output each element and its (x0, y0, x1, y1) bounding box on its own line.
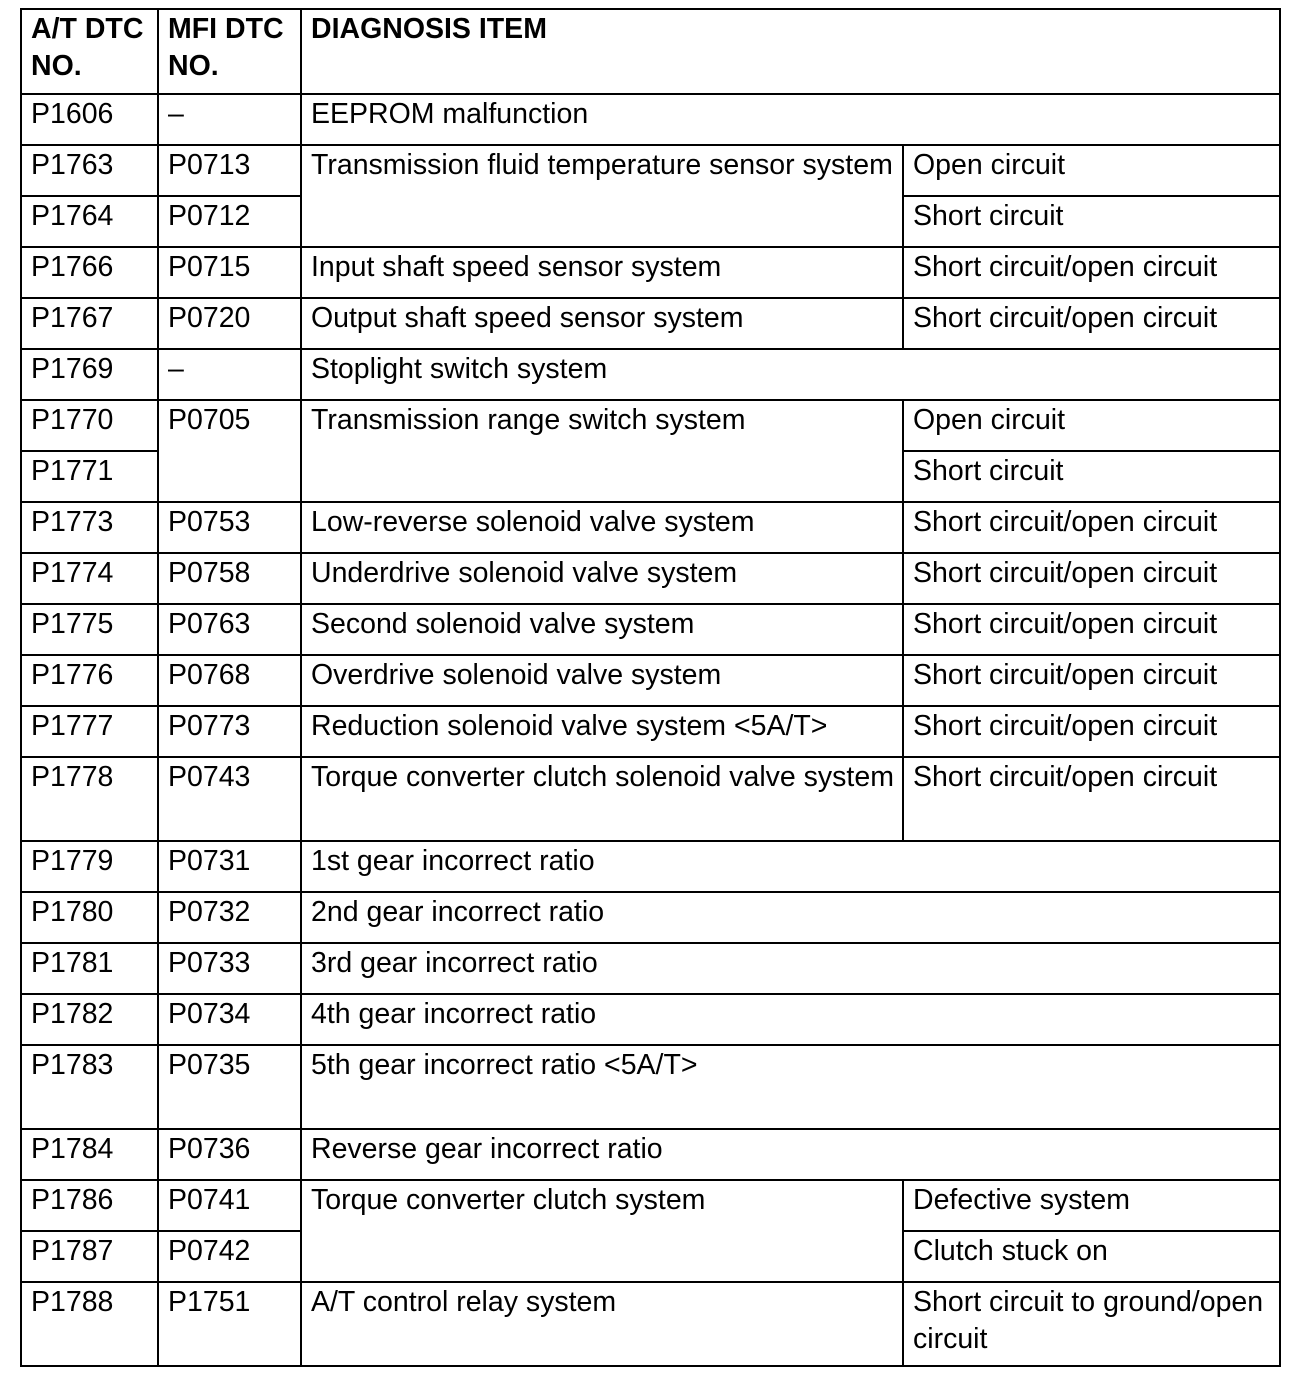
diagnosis-item-cell: 3rd gear incorrect ratio (301, 943, 1280, 994)
mfi-dtc-cell: P0705 (158, 400, 301, 502)
mfi-dtc-cell: P0742 (158, 1231, 301, 1282)
at-dtc-cell: P1777 (21, 706, 158, 757)
table-row (21, 94, 1280, 145)
at-dtc-cell: P1774 (21, 553, 158, 604)
mfi-dtc-cell: P0731 (158, 841, 301, 892)
header-at-dtc: A/T DTC NO. (21, 9, 158, 94)
at-dtc-cell: P1775 (21, 604, 158, 655)
detail-cell: Open circuit (903, 145, 1280, 196)
diagnosis-item-cell: 1st gear incorrect ratio (301, 841, 1280, 892)
detail-cell: Short circuit to ground/open circuit (903, 1282, 1280, 1366)
mfi-dtc-cell: P0736 (158, 1129, 301, 1180)
table-row (21, 1129, 1280, 1180)
diagnosis-item-cell: Reduction solenoid valve system <5A/T> (301, 706, 903, 757)
mfi-dtc-cell: P0741 (158, 1180, 301, 1231)
diagnosis-item-cell: Underdrive solenoid valve system (301, 553, 903, 604)
mfi-dtc-cell: P0732 (158, 892, 301, 943)
mfi-dtc-cell: P0734 (158, 994, 301, 1045)
at-dtc-cell: P1766 (21, 247, 158, 298)
mfi-dtc-cell: P0715 (158, 247, 301, 298)
at-dtc-cell: P1771 (21, 451, 158, 502)
table-row (21, 349, 1280, 400)
header-mfi-dtc: MFI DTC NO. (158, 9, 301, 94)
detail-cell: Short circuit/open circuit (903, 553, 1280, 604)
at-dtc-cell: P1763 (21, 145, 158, 196)
table-row (21, 1045, 1280, 1129)
table-row (21, 298, 1280, 349)
mfi-dtc-cell: P0773 (158, 706, 301, 757)
at-dtc-cell: P1764 (21, 196, 158, 247)
diagnosis-item-cell: Low-reverse solenoid valve system (301, 502, 903, 553)
diagnosis-item-cell: Input shaft speed sensor system (301, 247, 903, 298)
at-dtc-cell: P1778 (21, 757, 158, 841)
at-dtc-cell: P1788 (21, 1282, 158, 1366)
diagnosis-item-cell: A/T control relay system (301, 1282, 903, 1366)
at-dtc-cell: P1769 (21, 349, 158, 400)
at-dtc-cell: P1784 (21, 1129, 158, 1180)
at-dtc-cell: P1770 (21, 400, 158, 451)
mfi-dtc-cell: P0720 (158, 298, 301, 349)
detail-cell: Short circuit/open circuit (903, 604, 1280, 655)
mfi-dtc-cell: – (158, 349, 301, 400)
table-row (21, 502, 1280, 553)
detail-cell: Short circuit/open circuit (903, 757, 1280, 841)
table-row (21, 994, 1280, 1045)
at-dtc-cell: P1783 (21, 1045, 158, 1129)
mfi-dtc-cell: P0712 (158, 196, 301, 247)
table-row (21, 655, 1280, 706)
table-row (21, 706, 1280, 757)
mfi-dtc-cell: P0763 (158, 604, 301, 655)
table-row (21, 553, 1280, 604)
detail-cell: Short circuit (903, 196, 1280, 247)
at-dtc-cell: P1787 (21, 1231, 158, 1282)
at-dtc-cell: P1606 (21, 94, 158, 145)
diagnosis-item-cell: EEPROM malfunction (301, 94, 1280, 145)
diagnosis-item-cell: 4th gear incorrect ratio (301, 994, 1280, 1045)
detail-cell: Short circuit/open circuit (903, 502, 1280, 553)
mfi-dtc-cell: P0753 (158, 502, 301, 553)
dtc-table-container (20, 8, 1281, 1367)
at-dtc-cell: P1776 (21, 655, 158, 706)
table-row (21, 400, 1280, 451)
mfi-dtc-cell: P0743 (158, 757, 301, 841)
detail-cell: Short circuit/open circuit (903, 247, 1280, 298)
detail-cell: Short circuit/open circuit (903, 706, 1280, 757)
at-dtc-cell: P1767 (21, 298, 158, 349)
table-row (21, 1282, 1280, 1366)
diagnosis-item-cell: Stoplight switch system (301, 349, 1280, 400)
header-diagnosis-item: DIAGNOSIS ITEM (301, 9, 1280, 94)
mfi-dtc-cell: P0733 (158, 943, 301, 994)
mfi-dtc-cell: P1751 (158, 1282, 301, 1366)
diagnosis-item-cell: Transmission fluid temperature sensor system (301, 145, 903, 247)
mfi-dtc-cell: P0758 (158, 553, 301, 604)
mfi-dtc-cell: – (158, 94, 301, 145)
detail-cell: Short circuit/open circuit (903, 655, 1280, 706)
mfi-dtc-cell: P0735 (158, 1045, 301, 1129)
diagnosis-item-cell: Overdrive solenoid valve system (301, 655, 903, 706)
diagnosis-item-cell: Reverse gear incorrect ratio (301, 1129, 1280, 1180)
header-row (21, 9, 1280, 94)
table-row (21, 757, 1280, 841)
table-row (21, 841, 1280, 892)
diagnosis-item-cell: 2nd gear incorrect ratio (301, 892, 1280, 943)
at-dtc-cell: P1786 (21, 1180, 158, 1231)
at-dtc-cell: P1782 (21, 994, 158, 1045)
table-row (21, 247, 1280, 298)
table-row (21, 145, 1280, 196)
table-row (21, 943, 1280, 994)
at-dtc-cell: P1773 (21, 502, 158, 553)
detail-cell: Short circuit (903, 451, 1280, 502)
detail-cell: Defective system (903, 1180, 1280, 1231)
table-row (21, 604, 1280, 655)
table-row (21, 1180, 1280, 1231)
diagnosis-item-cell: Torque converter clutch solenoid valve system (301, 757, 903, 841)
diagnosis-item-cell: Transmission range switch system (301, 400, 903, 502)
diagnosis-item-cell: Output shaft speed sensor system (301, 298, 903, 349)
at-dtc-cell: P1781 (21, 943, 158, 994)
mfi-dtc-cell: P0768 (158, 655, 301, 706)
detail-cell: Clutch stuck on (903, 1231, 1280, 1282)
at-dtc-cell: P1780 (21, 892, 158, 943)
diagnosis-item-cell: Second solenoid valve system (301, 604, 903, 655)
detail-cell: Open circuit (903, 400, 1280, 451)
diagnosis-item-cell: Torque converter clutch system (301, 1180, 903, 1282)
diagnosis-item-cell: 5th gear incorrect ratio <5A/T> (301, 1045, 1280, 1129)
dtc-table (20, 8, 1281, 1367)
at-dtc-cell: P1779 (21, 841, 158, 892)
mfi-dtc-cell: P0713 (158, 145, 301, 196)
detail-cell: Short circuit/open circuit (903, 298, 1280, 349)
table-row (21, 892, 1280, 943)
